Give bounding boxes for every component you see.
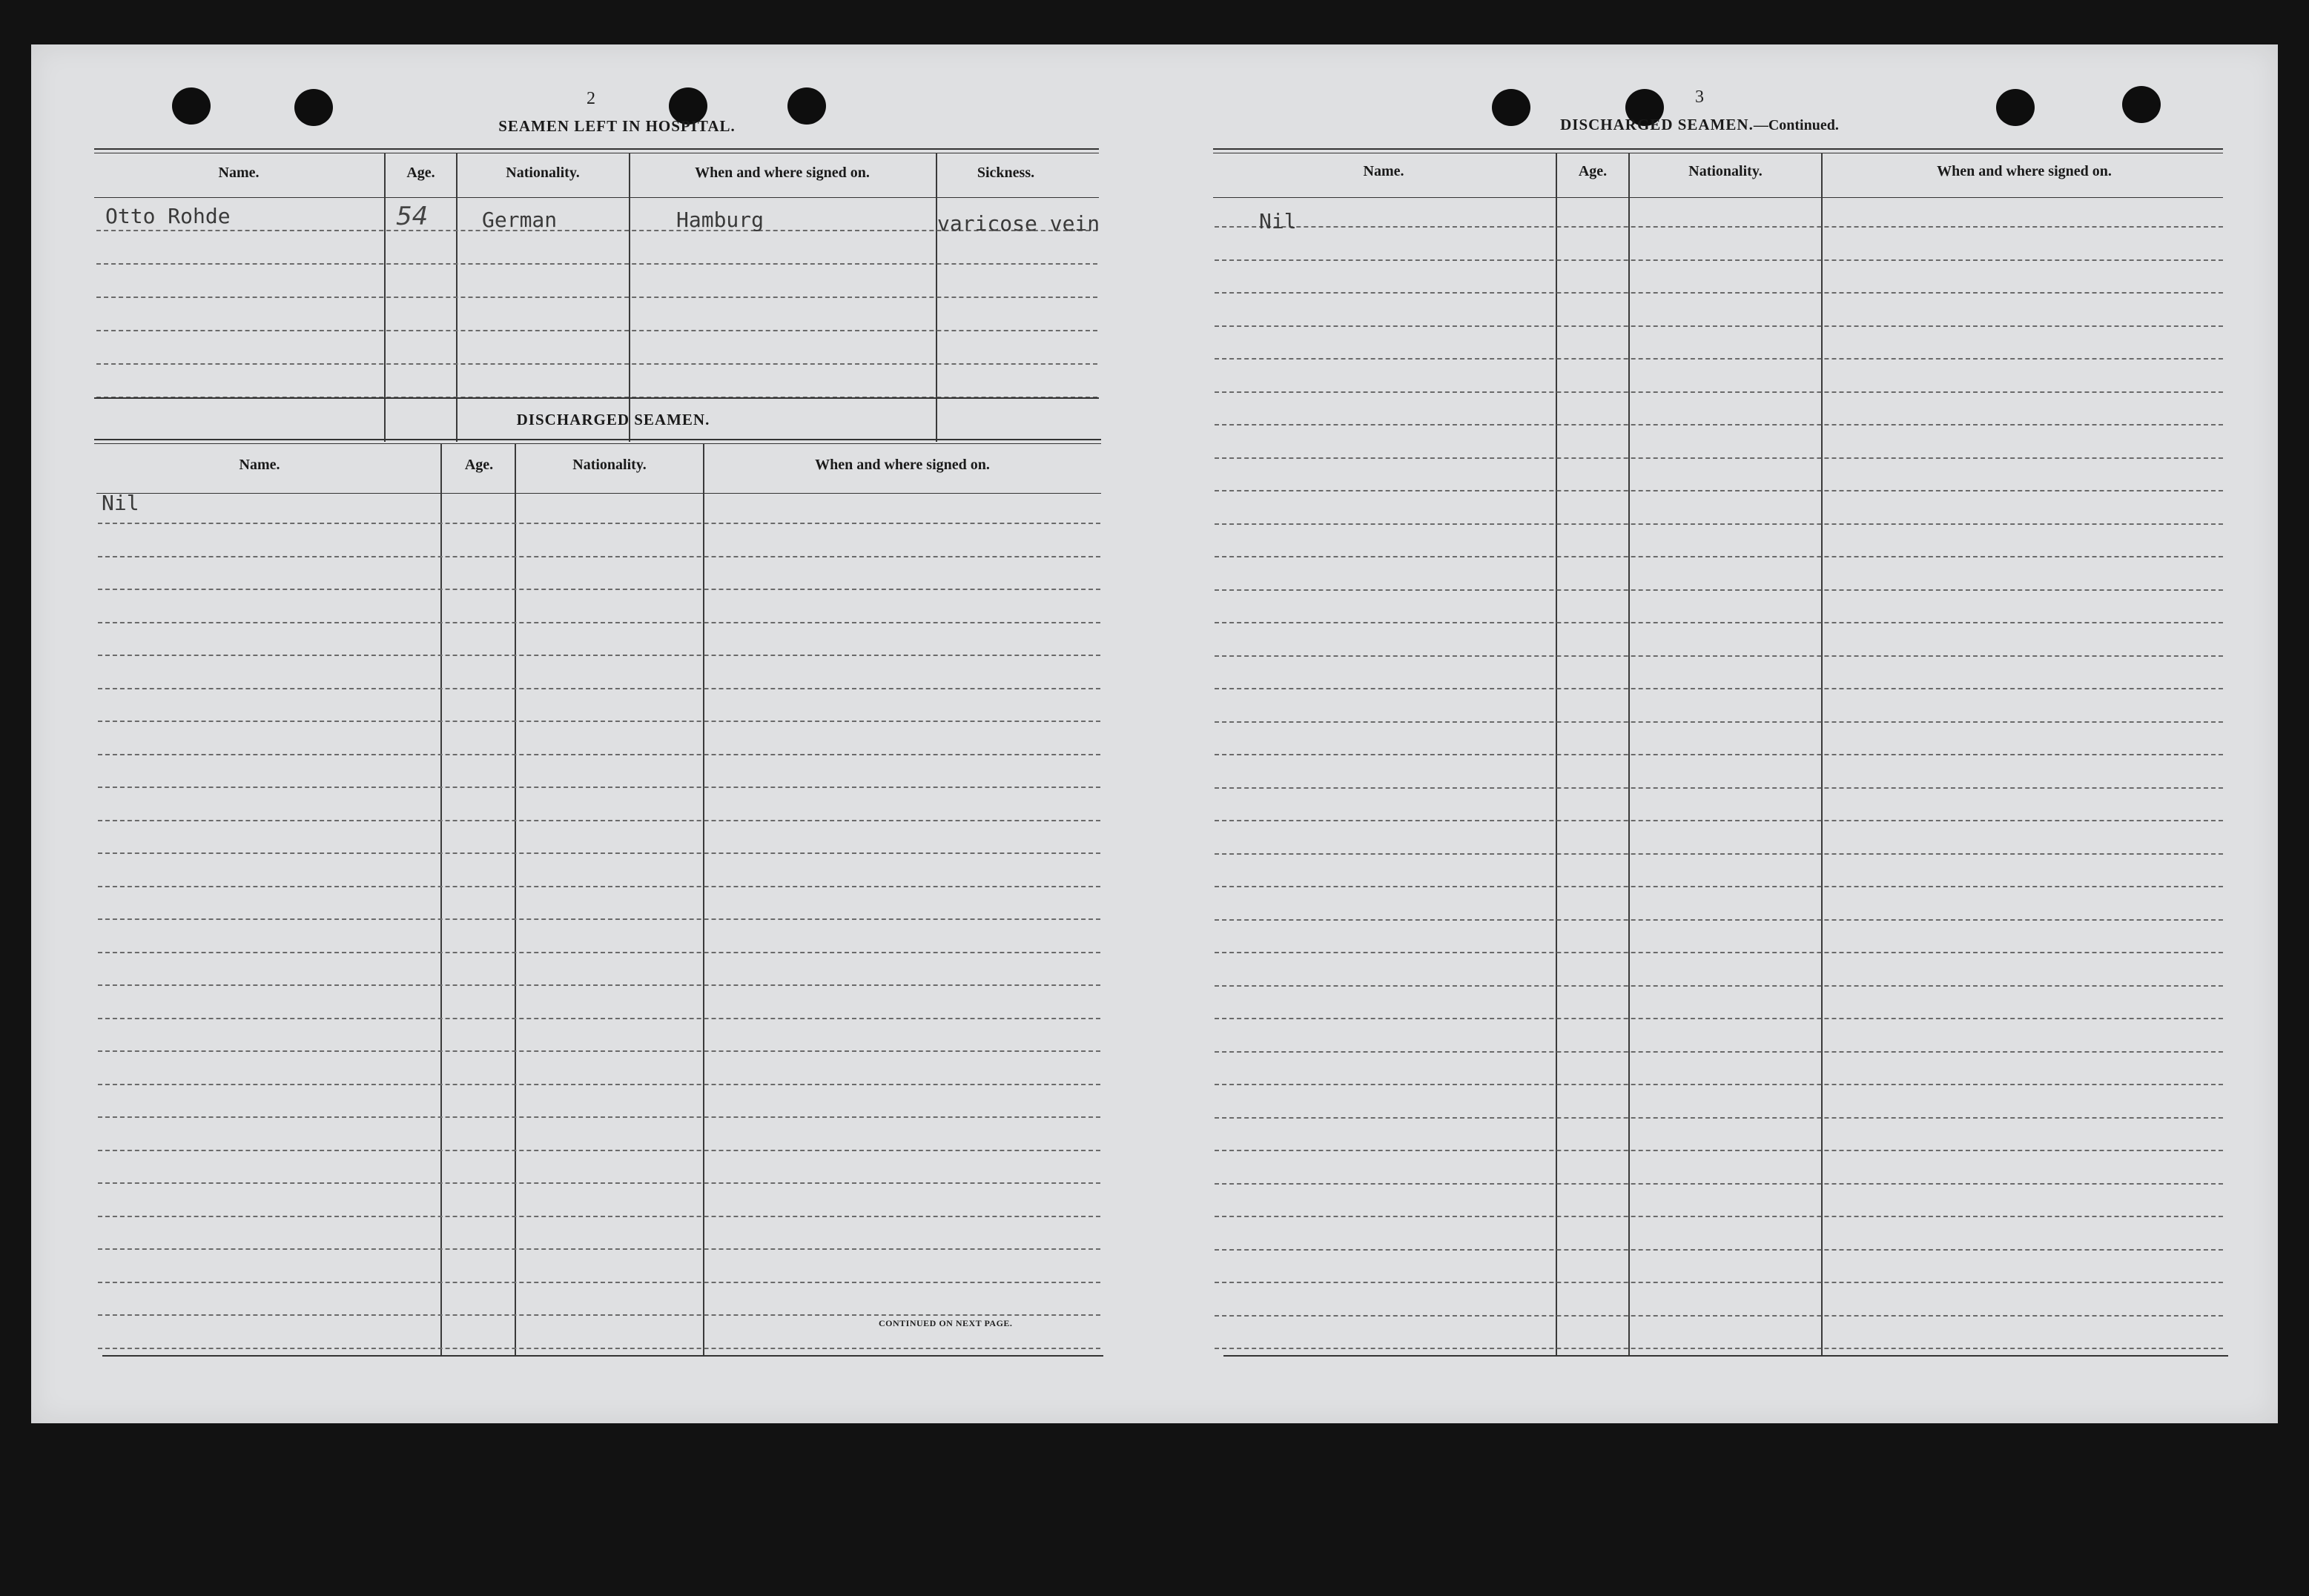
ruled-line — [98, 852, 1100, 854]
ruled-line — [1215, 721, 2223, 723]
ruled-line — [98, 1348, 1100, 1349]
ruled-line — [1215, 1315, 2223, 1317]
ruled-line — [98, 1248, 1100, 1250]
ruled-line — [1215, 622, 2223, 623]
hospital-section-title: SEAMEN LEFT IN HOSPITAL. — [498, 117, 736, 135]
discharged-header-nationality: Nationality. — [572, 457, 647, 473]
page-number-left: 2 — [587, 89, 595, 108]
hospital-row-sickness: varicose vein — [937, 211, 1100, 236]
hospital-row-signed-on: Hamburg — [676, 208, 764, 232]
ruled-line — [1215, 655, 2223, 657]
ruled-line — [98, 1314, 1100, 1316]
ruled-line — [98, 787, 1100, 788]
ruled-line — [1215, 853, 2223, 855]
punch-hole — [172, 87, 211, 125]
ruled-line — [1215, 325, 2223, 327]
right-section-title — [1507, 116, 1892, 134]
ruled-line — [98, 1050, 1100, 1052]
ruled-line — [98, 556, 1100, 557]
ruled-line — [1215, 391, 2223, 393]
ruled-line — [98, 622, 1100, 623]
ruled-line — [1215, 556, 2223, 557]
ruled-line — [98, 886, 1100, 887]
ruled-line — [98, 952, 1100, 953]
discharged-header-signed-on: When and where signed on. — [815, 457, 990, 473]
ruled-line — [1215, 1216, 2223, 1217]
ruled-line — [1215, 358, 2223, 360]
ruled-line — [1215, 589, 2223, 591]
ruled-line — [1215, 787, 2223, 789]
ruled-line — [1215, 1051, 2223, 1053]
hospital-header-sickness: Sickness. — [977, 165, 1035, 181]
discharged-row-name: Nil — [102, 491, 139, 515]
ruled-line — [1215, 1249, 2223, 1251]
right-section-title-suffix: —Continued. — [1753, 117, 1839, 133]
ruled-line — [98, 820, 1100, 821]
ruled-line — [1215, 424, 2223, 426]
ruled-line — [98, 1216, 1100, 1217]
ruled-line — [98, 655, 1100, 656]
right-row-name: Nil — [1259, 209, 1297, 234]
hospital-header-name: Name. — [218, 165, 260, 181]
ruled-line — [98, 721, 1100, 722]
ruled-line — [1215, 259, 2223, 261]
ruled-line — [1215, 952, 2223, 953]
ruled-line — [1215, 523, 2223, 525]
right-section-title-main: DISCHARGED SEAMEN. — [1560, 116, 1754, 133]
ruled-line — [1215, 1150, 2223, 1151]
ruled-line — [1215, 1084, 2223, 1085]
discharged-section-title: DISCHARGED SEAMEN. — [516, 411, 710, 428]
ruled-line — [1215, 490, 2223, 491]
discharged-header-age: Age. — [464, 457, 494, 473]
ruled-line — [98, 688, 1100, 689]
ruled-line — [98, 1116, 1100, 1118]
continued-footer: CONTINUED ON NEXT PAGE. — [879, 1318, 1013, 1328]
ruled-line — [1215, 457, 2223, 459]
ruled-line — [98, 1282, 1100, 1283]
hospital-row-nationality: German — [482, 208, 558, 232]
ruled-line — [1215, 754, 2223, 755]
ruled-line — [98, 1018, 1100, 1019]
ruled-line — [1215, 226, 2223, 228]
ruled-line — [1215, 1348, 2223, 1349]
ruled-line — [1215, 688, 2223, 689]
right-header-name: Name. — [1363, 163, 1404, 179]
ruled-line — [98, 1084, 1100, 1085]
ruled-line — [1215, 292, 2223, 294]
ruled-line — [98, 523, 1100, 524]
right-header-signed-on: When and where signed on. — [1937, 163, 2112, 179]
hospital-row-name: Otto Rohde — [105, 204, 231, 228]
punch-hole — [294, 89, 333, 126]
ruled-line — [98, 1150, 1100, 1151]
punch-hole — [1996, 89, 2035, 126]
punch-hole — [2122, 86, 2161, 123]
ruled-line — [98, 1182, 1100, 1184]
hospital-header-signed-on: When and where signed on. — [695, 165, 870, 181]
ruled-line — [98, 918, 1100, 920]
hospital-row-age: 54 — [396, 202, 429, 231]
ruled-line — [1215, 820, 2223, 821]
ruled-line — [1215, 919, 2223, 921]
ruled-line — [1215, 1183, 2223, 1185]
ruled-line — [1215, 985, 2223, 987]
right-header-nationality: Nationality. — [1688, 163, 1763, 179]
ruled-line — [1215, 1117, 2223, 1119]
ruled-line — [1215, 1018, 2223, 1019]
page-number-right: 3 — [1695, 87, 1704, 107]
ruled-line — [1215, 886, 2223, 887]
ruled-line — [98, 754, 1100, 755]
ruled-line — [1215, 1282, 2223, 1283]
hospital-header-age: Age. — [406, 165, 435, 181]
right-header-age: Age. — [1578, 163, 1608, 179]
ruled-line — [98, 984, 1100, 986]
document-sheet — [31, 44, 2278, 1423]
hospital-header-nationality: Nationality. — [506, 165, 580, 181]
discharged-header-name: Name. — [239, 457, 280, 473]
ruled-line — [98, 589, 1100, 590]
